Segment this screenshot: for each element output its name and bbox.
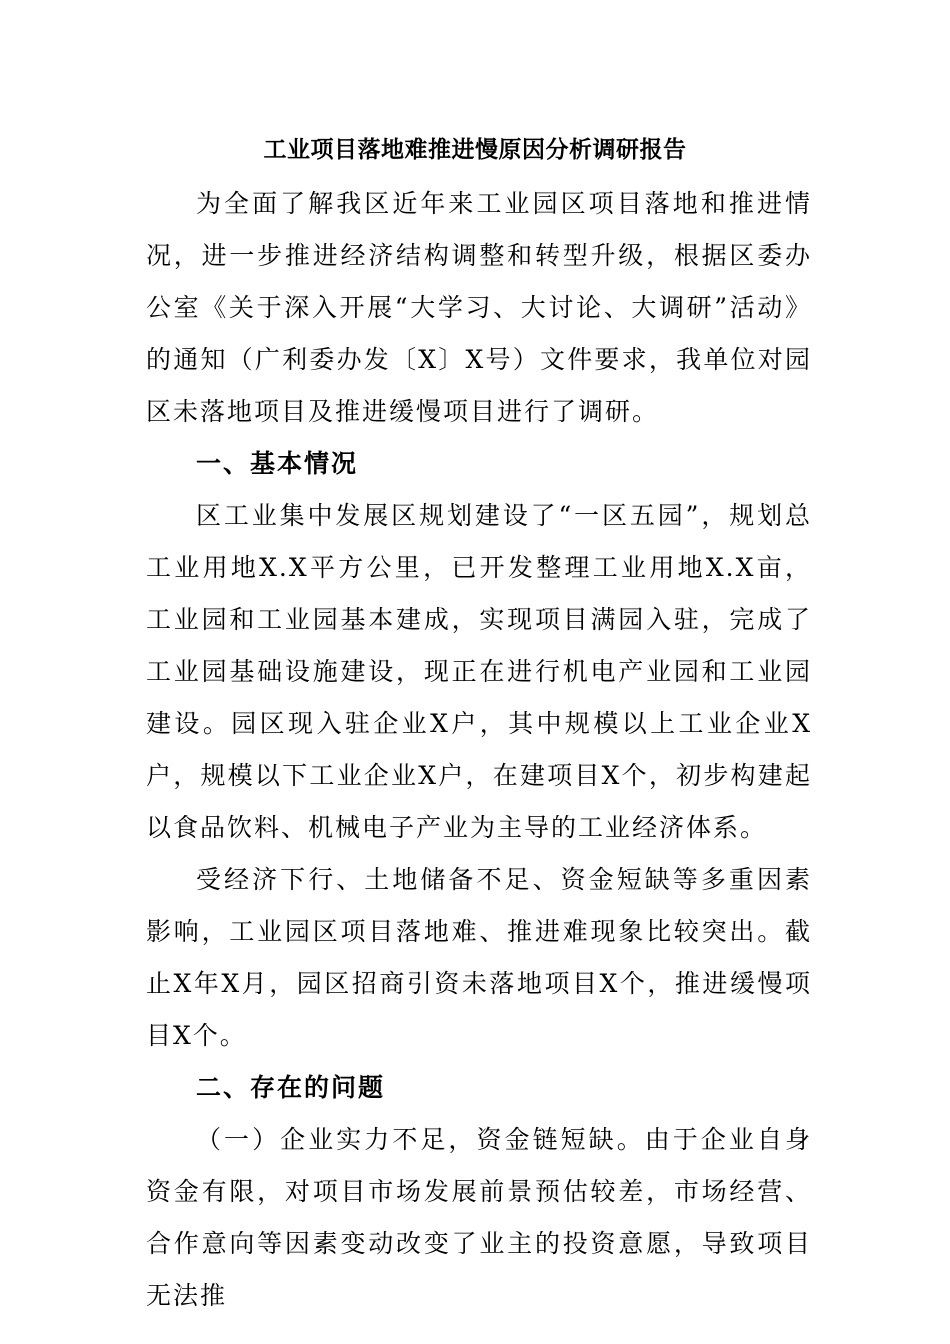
- document-body: [146, 178, 812, 1322]
- section-heading-problems: 二、存在的问题: [196, 1073, 386, 1102]
- problems-paragraph-1: （一）企业实力不足，资金链短缺。由于企业自身资金有限，对项目市场发展前景预估较差，市场经营、合作意向等因素变动改变了业主的投资意愿，导致项目无法推: [146, 1125, 812, 1310]
- intro-paragraph: 为全面了解我区近年来工业园区项目落地和推进情况，进一步推进经济结构调整和转型升级，根据区委办公室《关于深入开展“大学习、大讨论、大调研”活动》的通知（广利委办发〔X〕X号）文件要求，我单位对园区未落地项目及推进缓慢项目进行了调研。: [146, 189, 812, 426]
- basic-situation-paragraph-1: 区工业集中发展区规划建设了“一区五园”，规划总工业用地X.X平方公里，已开发整理工业用地X.X亩，工业园和工业园基本建成，实现项目满园入驻，完成了工业园基础设施建设，现正在进行机电产业园和工业园建设。园区现入驻企业X户，其中规模以上工业企业X户，规模以下工业企业X户，在建项目X个，初步构建起以食品饮料、机械电子产业为主导的工业经济体系。: [146, 501, 812, 842]
- document-title: 工业项目落地难推进慢原因分析调研报告: [263, 137, 687, 163]
- basic-situation-paragraph-2: 受经济下行、土地储备不足、资金短缺等多重因素影响，工业园区项目落地难、推进难现象比较突出。截止X年X月，园区招商引资未落地项目X个，推进缓慢项目X个。: [146, 865, 812, 1050]
- section-heading-basic-situation: 一、基本情况: [196, 449, 359, 478]
